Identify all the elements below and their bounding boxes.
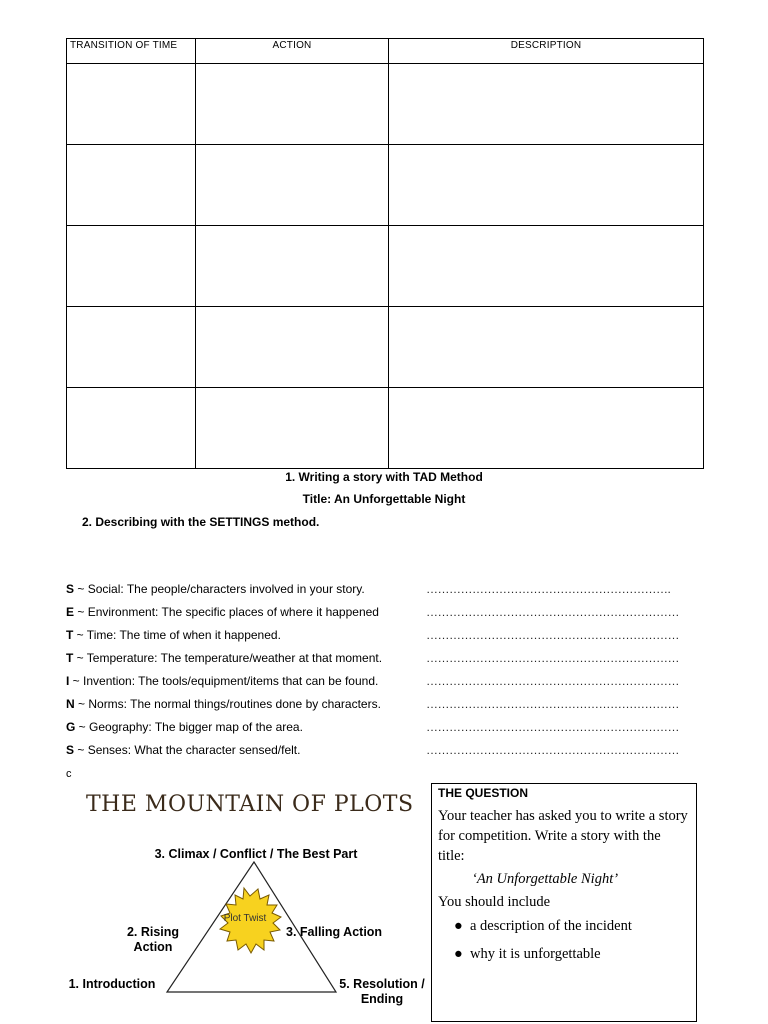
list-item <box>454 940 690 968</box>
settings-letter: I <box>66 674 70 688</box>
section-heading-tad: 1. Writing a story with TAD Method <box>285 470 483 484</box>
mountain-title: THE MOUNTAIN OF PLOTS <box>86 792 414 817</box>
question-include: You should include <box>438 894 551 910</box>
settings-letter: S <box>66 743 75 757</box>
settings-text: ~ Norms: The normal things/routines done by characters. <box>74 697 381 711</box>
list-item <box>454 912 690 940</box>
answer-line[interactable]: ………………………………………………………. <box>426 582 671 596</box>
answer-line[interactable]: ………………………………………………………… <box>426 720 679 734</box>
answer-line[interactable]: ………………………………………………………… <box>426 674 679 688</box>
answer-line[interactable]: ………………………………………………………… <box>426 605 679 619</box>
plot-twist-label: Plot Twist <box>223 913 267 924</box>
falling-action-label: 3. Falling Action <box>286 925 383 939</box>
settings-text: ~ Social: The people/characters involved in your story. <box>74 582 365 596</box>
climax-label: 3. Climax / Conflict / The Best Part <box>154 847 358 861</box>
story-title: Title: An Unforgettable Night <box>302 492 466 506</box>
settings-letter: T <box>66 651 74 665</box>
section-heading-settings: 2. Describing with the SETTINGS method. <box>82 515 320 529</box>
question-prompt: Your teacher has asked you to write a story for competition. Write a story with the title: <box>438 808 688 864</box>
settings-text: ~ Invention: The tools/equipment/items that can be found. <box>69 674 379 688</box>
stray-character: c <box>66 768 72 780</box>
header-transition: TRANSITION OF TIME <box>67 39 196 64</box>
answer-line[interactable]: ………………………………………………………… <box>426 628 679 642</box>
settings-letter: E <box>66 605 75 619</box>
question-box <box>431 783 697 1022</box>
settings-text: ~ Environment: The specific places of where it happened <box>74 605 379 619</box>
bullet-icon: ● <box>454 918 463 934</box>
question-title: THE QUESTION <box>438 786 529 800</box>
header-description: DESCRIPTION <box>389 39 704 64</box>
question-story-title: ‘An Unforgettable Night’ <box>472 871 619 887</box>
settings-text: ~ Temperature: The temperature/weather at that moment. <box>73 651 383 665</box>
list-item-text: a description of the incident <box>470 918 632 934</box>
settings-letter: T <box>66 628 74 642</box>
settings-text: ~ Time: The time of when it happened. <box>73 628 281 642</box>
question-bullet-list <box>438 912 690 968</box>
resolution-label: 5. Resolution / Ending <box>339 977 425 1006</box>
answer-line[interactable]: ………………………………………………………… <box>426 651 679 665</box>
list-item-text: why it is unforgettable <box>470 946 601 962</box>
bullet-icon: ● <box>454 946 463 962</box>
settings-text: ~ Geography: The bigger map of the area. <box>75 720 303 734</box>
answer-line[interactable]: ………………………………………………………… <box>426 697 679 711</box>
settings-letter: N <box>66 697 75 711</box>
settings-letter: S <box>66 582 75 596</box>
answer-line[interactable]: ………………………………………………………… <box>426 743 679 757</box>
settings-text: ~ Senses: What the character sensed/felt. <box>74 743 301 757</box>
header-action: ACTION <box>196 39 389 64</box>
introduction-label: 1. Introduction <box>68 977 156 991</box>
settings-letter: G <box>66 720 76 734</box>
rising-action-label: 2. Rising Action <box>126 925 180 954</box>
